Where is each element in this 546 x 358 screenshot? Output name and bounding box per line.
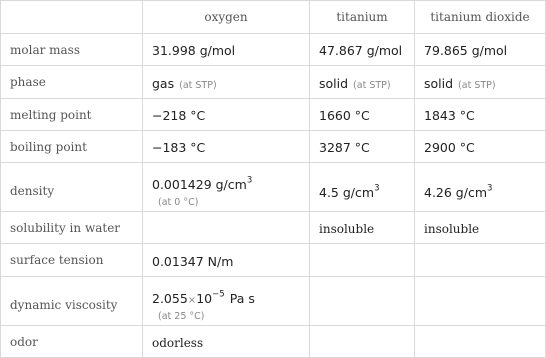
cell-titanium — [310, 163, 415, 212]
row-melting-point — [1, 99, 546, 131]
value: 0.001429 g/cm — [152, 177, 247, 192]
row-label: melting point — [1, 99, 143, 131]
row-odor — [1, 326, 546, 358]
header-empty — [1, 1, 143, 34]
cell-titanium — [310, 131, 415, 163]
exponent: 3 — [246, 175, 253, 186]
cell-titanium — [310, 66, 415, 99]
value: insoluble — [424, 222, 480, 236]
row-label: odor — [1, 326, 143, 358]
row-label: surface tension — [1, 244, 143, 277]
cell-titanium-dioxide — [415, 131, 546, 163]
header-titanium-dioxide: titanium dioxide — [415, 1, 546, 34]
row-phase — [1, 66, 546, 99]
condition-note: (at 25 °C) — [158, 311, 205, 322]
condition-note: (at 0 °C) — [158, 197, 199, 208]
value: 2900 °C — [424, 140, 475, 155]
exponent: 3 — [487, 183, 493, 194]
cell-oxygen — [143, 212, 310, 244]
header-oxygen: oxygen — [143, 1, 310, 34]
header-row — [1, 1, 546, 34]
cell-titanium-dioxide — [415, 66, 546, 99]
value: −218 °C — [152, 108, 206, 123]
cell-oxygen — [143, 326, 310, 358]
row-boiling-point — [1, 131, 546, 163]
cell-titanium-dioxide — [415, 99, 546, 131]
cell-titanium — [310, 277, 415, 326]
row-label: solubility in water — [1, 212, 143, 244]
row-label: density — [1, 163, 143, 212]
value: solid — [319, 75, 349, 91]
value: solid — [424, 75, 454, 91]
cell-oxygen — [143, 66, 310, 99]
value: 79.865 g/mol — [424, 43, 508, 58]
value: −183 °C — [152, 140, 206, 155]
cell-oxygen — [143, 34, 310, 66]
cell-oxygen — [143, 277, 310, 326]
cell-titanium-dioxide — [415, 244, 546, 277]
row-solubility-in-water — [1, 212, 546, 244]
unit: Pa s — [229, 291, 255, 306]
value: 47.867 g/mol — [319, 43, 403, 58]
cell-titanium — [310, 244, 415, 277]
condition-note: (at STP) — [353, 79, 391, 91]
value: 4.26 g/cm — [424, 184, 488, 200]
condition-note: (at STP) — [458, 79, 496, 91]
cell-titanium-dioxide — [415, 163, 546, 212]
condition-note: (at STP) — [179, 79, 217, 91]
base: 10 — [196, 291, 213, 306]
value: 1843 °C — [424, 108, 475, 123]
cell-titanium-dioxide — [415, 212, 546, 244]
exponent: 3 — [374, 183, 380, 194]
row-label: phase — [1, 66, 143, 99]
cell-titanium — [310, 212, 415, 244]
cell-titanium-dioxide — [415, 34, 546, 66]
value: 31.998 g/mol — [152, 43, 236, 58]
row-label: molar mass — [1, 34, 143, 66]
cell-titanium — [310, 99, 415, 131]
row-label: dynamic viscosity — [1, 277, 143, 326]
row-label: boiling point — [1, 131, 143, 163]
cell-titanium — [310, 326, 415, 358]
exponent: −5 — [212, 289, 225, 300]
times-sign: × — [187, 295, 197, 306]
header-titanium: titanium — [310, 1, 415, 34]
cell-oxygen — [143, 244, 310, 277]
cell-titanium-dioxide — [415, 326, 546, 358]
value: insoluble — [319, 222, 375, 236]
value: 4.5 g/cm — [319, 184, 375, 200]
cell-oxygen — [143, 163, 310, 212]
row-density — [1, 163, 546, 212]
value: 1660 °C — [319, 108, 370, 123]
value: odorless — [152, 336, 204, 350]
mantissa: 2.055 — [152, 291, 188, 306]
value: 3287 °C — [319, 140, 370, 155]
cell-oxygen — [143, 131, 310, 163]
cell-oxygen — [143, 99, 310, 131]
cell-titanium-dioxide — [415, 277, 546, 326]
row-molar-mass — [1, 34, 546, 66]
value: 0.01347 N/m — [152, 253, 234, 269]
value: gas — [152, 75, 175, 91]
cell-titanium — [310, 34, 415, 66]
row-surface-tension — [1, 244, 546, 277]
row-dynamic-viscosity — [1, 277, 546, 326]
